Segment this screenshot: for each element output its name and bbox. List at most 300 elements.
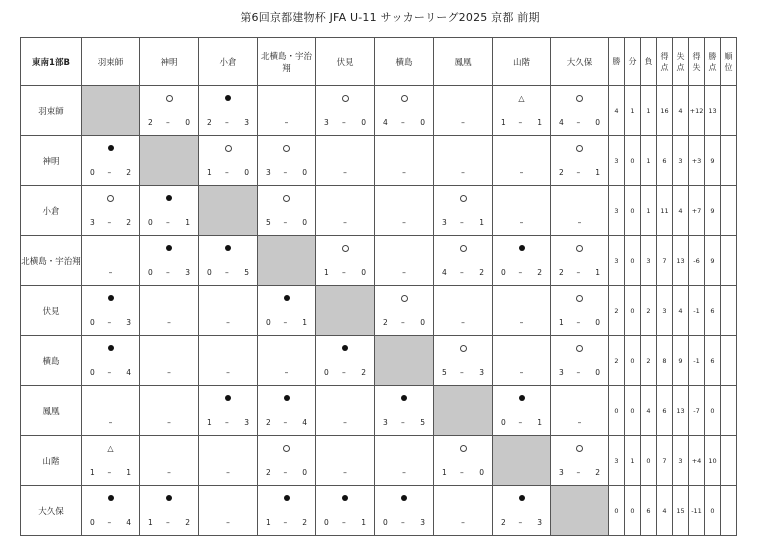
corner-label: 東南1部B (21, 38, 82, 86)
table-row (21, 236, 737, 286)
match-cell (82, 386, 140, 436)
no-match-dash: – (343, 468, 347, 477)
no-match-dash: – (519, 318, 524, 327)
stat-value: 0 (641, 436, 657, 486)
score-home: 3 (559, 468, 564, 477)
lose-mark (493, 495, 550, 503)
stat-header: 勝 (609, 38, 625, 86)
match-cell (199, 86, 258, 136)
stat-value: 13 (673, 386, 689, 436)
no-match-dash: – (461, 168, 465, 177)
score-separator: – (225, 268, 229, 277)
stat-header: 得失 (689, 38, 705, 86)
score-away: 3 (537, 518, 542, 527)
win-mark (551, 245, 608, 254)
win-mark (434, 195, 492, 204)
score-away: 1 (537, 118, 542, 127)
league-table (20, 37, 737, 536)
stat-value: 1 (641, 136, 657, 186)
self-cell (434, 386, 493, 436)
stat-value (721, 286, 737, 336)
match-cell (375, 286, 434, 336)
match-cell (434, 436, 493, 486)
score-away: 0 (302, 168, 307, 177)
score-separator: – (166, 118, 170, 127)
team-header: 横島 (375, 38, 434, 86)
lose-mark (316, 495, 374, 503)
match-cell (375, 186, 434, 236)
score-separator: – (166, 268, 170, 277)
team-header: 鳳凰 (434, 38, 493, 86)
match-cell (493, 86, 551, 136)
win-mark (375, 295, 433, 304)
match-cell (82, 286, 140, 336)
lose-mark (140, 245, 198, 253)
score-home: 5 (266, 218, 271, 227)
lose-mark (82, 345, 139, 353)
no-match-dash: – (226, 368, 230, 377)
score-away: 3 (244, 418, 249, 427)
match-cell (199, 236, 258, 286)
row-team-name: 神明 (21, 136, 82, 186)
score-away: 4 (302, 418, 307, 427)
score-home: 4 (559, 118, 564, 127)
no-match-dash: – (226, 518, 230, 527)
match-cell (551, 386, 609, 436)
score-away: 5 (420, 418, 425, 427)
stat-value: 15 (673, 486, 689, 536)
score-home: 0 (148, 268, 153, 277)
match-cell (199, 436, 258, 486)
score-separator: – (576, 268, 581, 277)
score-home: 3 (383, 418, 388, 427)
stat-value: 3 (609, 136, 625, 186)
no-match-dash: – (402, 468, 406, 477)
score-separator: – (283, 318, 288, 327)
score-home: 0 (90, 318, 95, 327)
lose-mark (493, 395, 550, 403)
table-row (21, 486, 737, 536)
match-cell (140, 436, 199, 486)
score-away: 0 (302, 218, 307, 227)
team-header: 山階 (493, 38, 551, 86)
score-home: 0 (324, 368, 329, 377)
stat-value: 1 (625, 86, 641, 136)
stat-value: 7 (657, 436, 673, 486)
stat-value (721, 136, 737, 186)
score-home: 1 (442, 468, 447, 477)
score-away: 0 (420, 318, 425, 327)
no-match-dash: – (519, 168, 524, 177)
stat-value: 3 (609, 186, 625, 236)
match-cell (82, 336, 140, 386)
stat-value: 4 (641, 386, 657, 436)
match-cell (493, 486, 551, 536)
win-mark (551, 445, 608, 454)
stat-value: +12 (689, 86, 705, 136)
stat-value: 2 (641, 336, 657, 386)
match-cell (316, 236, 375, 286)
match-cell (140, 386, 199, 436)
score-away: 0 (361, 268, 366, 277)
stat-header: 失点 (673, 38, 689, 86)
score-separator: – (460, 468, 464, 477)
no-match-dash: – (343, 418, 347, 427)
win-mark (199, 145, 257, 154)
no-match-dash: – (461, 318, 465, 327)
no-match-dash: – (167, 368, 171, 377)
score-separator: – (107, 368, 112, 377)
score-home: 3 (90, 218, 95, 227)
score-home: 1 (207, 168, 212, 177)
score-separator: – (576, 468, 581, 477)
score-away: 2 (479, 268, 484, 277)
match-cell (551, 286, 609, 336)
score-away: 1 (595, 268, 600, 277)
match-cell (82, 486, 140, 536)
score-away: 1 (595, 168, 600, 177)
stat-value: 16 (657, 86, 673, 136)
score-away: 3 (185, 268, 190, 277)
stat-value (721, 486, 737, 536)
score-home: 1 (324, 268, 329, 277)
match-cell (199, 286, 258, 336)
no-match-dash: – (577, 218, 582, 227)
match-cell (258, 486, 316, 536)
stat-value: 6 (705, 286, 721, 336)
stat-value: 3 (609, 436, 625, 486)
match-cell (258, 386, 316, 436)
score-home: 0 (207, 268, 212, 277)
score-home: 0 (90, 368, 95, 377)
match-cell (82, 436, 140, 486)
score-away: 0 (185, 118, 190, 127)
stat-value (721, 186, 737, 236)
score-home: 1 (559, 318, 564, 327)
score-away: 5 (244, 268, 249, 277)
stat-value: 3 (673, 136, 689, 186)
table-row (21, 436, 737, 486)
score-separator: – (342, 368, 346, 377)
lose-mark (82, 145, 139, 153)
team-header: 大久保 (551, 38, 609, 86)
score-home: 3 (559, 368, 564, 377)
score-home: 0 (266, 318, 271, 327)
stat-value: 8 (657, 336, 673, 386)
stat-value (721, 436, 737, 486)
match-cell (316, 136, 375, 186)
row-team-name: 伏見 (21, 286, 82, 336)
no-match-dash: – (167, 318, 171, 327)
match-cell (434, 486, 493, 536)
match-cell (140, 286, 199, 336)
table-row (21, 386, 737, 436)
match-cell (493, 286, 551, 336)
match-cell (551, 436, 609, 486)
score-home: 2 (207, 118, 212, 127)
stat-value: 2 (641, 286, 657, 336)
no-match-dash: – (108, 418, 113, 427)
score-separator: – (342, 118, 346, 127)
win-mark (258, 445, 315, 454)
self-cell (316, 286, 375, 336)
match-cell (375, 236, 434, 286)
lose-mark (316, 345, 374, 353)
no-match-dash: – (167, 468, 171, 477)
row-team-name: 山階 (21, 436, 82, 486)
stat-value: 4 (673, 186, 689, 236)
score-separator: – (283, 418, 288, 427)
score-home: 0 (90, 518, 95, 527)
no-match-dash: – (402, 168, 406, 177)
score-home: 3 (442, 218, 447, 227)
stat-value: 9 (673, 336, 689, 386)
stat-value: 0 (625, 386, 641, 436)
no-match-dash: – (167, 418, 171, 427)
score-away: 1 (479, 218, 484, 227)
match-cell (493, 386, 551, 436)
match-cell (140, 186, 199, 236)
self-cell (258, 236, 316, 286)
match-cell (493, 186, 551, 236)
win-mark (551, 295, 608, 304)
stat-value: 9 (705, 136, 721, 186)
win-mark (551, 145, 608, 154)
score-separator: – (576, 318, 581, 327)
no-match-dash: – (226, 468, 230, 477)
match-cell (82, 136, 140, 186)
stat-value: +4 (689, 436, 705, 486)
match-cell (434, 336, 493, 386)
score-separator: – (460, 368, 464, 377)
match-cell (434, 186, 493, 236)
score-home: 3 (266, 168, 271, 177)
stat-value (721, 336, 737, 386)
score-separator: – (401, 118, 405, 127)
stat-value: 7 (657, 236, 673, 286)
lose-mark (199, 395, 257, 403)
score-away: 4 (126, 518, 131, 527)
match-cell (316, 336, 375, 386)
no-match-dash: – (402, 218, 406, 227)
match-cell (82, 236, 140, 286)
score-away: 2 (595, 468, 600, 477)
win-mark (551, 95, 608, 104)
no-match-dash: – (519, 218, 524, 227)
match-cell (551, 236, 609, 286)
match-cell (140, 236, 199, 286)
stat-value (721, 86, 737, 136)
score-separator: – (283, 168, 288, 177)
lose-mark (140, 495, 198, 503)
match-cell (258, 86, 316, 136)
score-away: 1 (361, 518, 366, 527)
score-home: 1 (266, 518, 271, 527)
score-home: 4 (442, 268, 447, 277)
stat-value: +3 (689, 136, 705, 186)
match-cell (434, 286, 493, 336)
stat-value: 0 (625, 136, 641, 186)
table-row (21, 136, 737, 186)
match-cell (434, 86, 493, 136)
score-away: 2 (185, 518, 190, 527)
stat-value (721, 236, 737, 286)
score-away: 2 (302, 518, 307, 527)
stat-value: 2 (609, 286, 625, 336)
score-home: 0 (501, 268, 506, 277)
stat-value: 0 (625, 336, 641, 386)
score-home: 1 (501, 118, 506, 127)
score-away: 1 (126, 468, 131, 477)
header-row (21, 38, 737, 86)
score-away: 0 (595, 318, 600, 327)
stat-value: 3 (673, 436, 689, 486)
score-home: 1 (90, 468, 95, 477)
score-away: 2 (361, 368, 366, 377)
score-home: 0 (383, 518, 388, 527)
stat-value: 1 (641, 86, 657, 136)
stat-value: -11 (689, 486, 705, 536)
row-team-name: 鳳凰 (21, 386, 82, 436)
match-cell (199, 136, 258, 186)
self-cell (140, 136, 199, 186)
table-row (21, 286, 737, 336)
score-separator: – (225, 418, 229, 427)
row-team-name: 大久保 (21, 486, 82, 536)
score-home: 1 (207, 418, 212, 427)
win-mark (434, 445, 492, 454)
match-cell (316, 186, 375, 236)
score-separator: – (342, 268, 346, 277)
score-separator: – (401, 318, 405, 327)
score-separator: – (107, 518, 112, 527)
score-separator: – (518, 518, 523, 527)
match-cell (140, 336, 199, 386)
win-mark (82, 195, 139, 204)
score-away: 1 (302, 318, 307, 327)
score-separator: – (576, 118, 581, 127)
score-home: 2 (266, 468, 271, 477)
score-separator: – (576, 368, 581, 377)
score-away: 3 (244, 118, 249, 127)
match-cell (434, 236, 493, 286)
match-cell (375, 86, 434, 136)
table-row (21, 86, 737, 136)
lose-mark (199, 95, 257, 103)
no-match-dash: – (461, 118, 465, 127)
stat-value: 0 (609, 486, 625, 536)
team-header: 小倉 (199, 38, 258, 86)
score-separator: – (107, 318, 112, 327)
lose-mark (258, 495, 315, 503)
score-separator: – (107, 468, 112, 477)
score-away: 0 (244, 168, 249, 177)
no-match-dash: – (284, 368, 289, 377)
stat-value: 6 (657, 386, 673, 436)
match-cell (140, 486, 199, 536)
no-match-dash: – (402, 268, 406, 277)
win-mark (258, 145, 315, 154)
stat-value: -1 (689, 336, 705, 386)
score-away: 0 (595, 368, 600, 377)
match-cell (493, 136, 551, 186)
stat-header: 分 (625, 38, 641, 86)
stat-header: 得点 (657, 38, 673, 86)
score-home: 2 (501, 518, 506, 527)
row-team-name: 羽束師 (21, 86, 82, 136)
lose-mark (140, 195, 198, 203)
self-cell (551, 486, 609, 536)
match-cell (258, 286, 316, 336)
score-separator: – (401, 518, 405, 527)
match-cell (82, 186, 140, 236)
team-header: 神明 (140, 38, 199, 86)
stat-value: 4 (673, 286, 689, 336)
stat-value: 1 (641, 186, 657, 236)
match-cell (375, 136, 434, 186)
stat-value: 0 (625, 486, 641, 536)
score-home: 2 (559, 168, 564, 177)
page-title: 第6回京都建物杯 JFA U-11 サッカーリーグ2025 京都 前期 (240, 11, 540, 24)
match-cell (551, 136, 609, 186)
match-cell (199, 336, 258, 386)
stat-value: 2 (609, 336, 625, 386)
stat-header: 負 (641, 38, 657, 86)
match-cell (258, 186, 316, 236)
match-cell (199, 386, 258, 436)
match-cell (551, 186, 609, 236)
score-separator: – (460, 218, 464, 227)
match-cell (258, 336, 316, 386)
match-cell (316, 86, 375, 136)
stat-value: 4 (673, 86, 689, 136)
score-separator: – (225, 168, 229, 177)
stat-header: 勝点 (705, 38, 721, 86)
score-away: 3 (479, 368, 484, 377)
stat-value: 0 (609, 386, 625, 436)
stat-value: 1 (625, 436, 641, 486)
score-home: 2 (266, 418, 271, 427)
match-cell (493, 236, 551, 286)
score-home: 0 (324, 518, 329, 527)
match-cell (493, 336, 551, 386)
score-separator: – (342, 518, 346, 527)
stat-value: 6 (641, 486, 657, 536)
match-cell (434, 136, 493, 186)
stat-value: +7 (689, 186, 705, 236)
stat-value: 0 (705, 486, 721, 536)
draw-mark: △ (107, 444, 114, 453)
lose-mark (258, 395, 315, 403)
score-away: 0 (361, 118, 366, 127)
team-header: 北横島・宇治翔 (258, 38, 316, 86)
stat-value: 4 (609, 86, 625, 136)
stat-value: 13 (705, 86, 721, 136)
match-cell (199, 486, 258, 536)
score-away: 0 (479, 468, 484, 477)
win-mark (316, 95, 374, 104)
stat-value: 6 (657, 136, 673, 186)
stat-value: 3 (609, 236, 625, 286)
table-row (21, 336, 737, 386)
score-separator: – (576, 168, 581, 177)
self-cell (375, 336, 434, 386)
table-row (21, 186, 737, 236)
score-separator: – (518, 418, 523, 427)
win-mark (434, 245, 492, 254)
score-separator: – (166, 218, 170, 227)
lose-mark (375, 395, 433, 403)
